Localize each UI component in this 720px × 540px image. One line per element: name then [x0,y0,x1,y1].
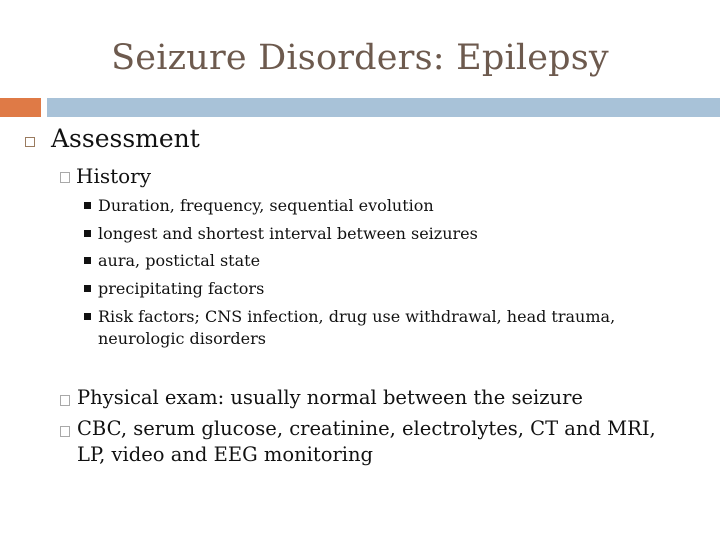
level1-bullet-icon [25,137,35,147]
title-accent-bar-right [47,98,720,117]
slide-title: Seizure Disorders: Epilepsy [111,38,609,78]
history-item: longest and shortest interval between seizures [98,224,478,243]
history-item: Risk factors; CNS infection, drug use withdrawal, head trauma, neurologic disorders [98,307,616,348]
history-item-bullet-icon [84,313,91,320]
history-item-bullet-icon [84,202,91,209]
exam-bullet-icon [60,395,70,406]
physical-exam-text: Physical exam: usually normal between the seizure [77,386,583,409]
history-item: precipitating factors [98,279,265,298]
assessment-heading: Assessment [51,124,200,153]
history-item-bullet-icon [84,257,91,264]
history-item: aura, postictal state [98,251,261,270]
history-bullet-icon [60,172,70,183]
labs-text: CBC, serum glucose, creatinine, electrolytes, CT and MRI, LP, video and EEG monitoring [77,417,656,466]
history-item: Duration, frequency, sequential evolution [98,196,434,215]
title-accent-bar-left [0,98,41,117]
history-heading: History [76,164,152,188]
history-item-bullet-icon [84,285,91,292]
history-item-bullet-icon [84,230,91,237]
labs-bullet-icon [60,426,70,437]
